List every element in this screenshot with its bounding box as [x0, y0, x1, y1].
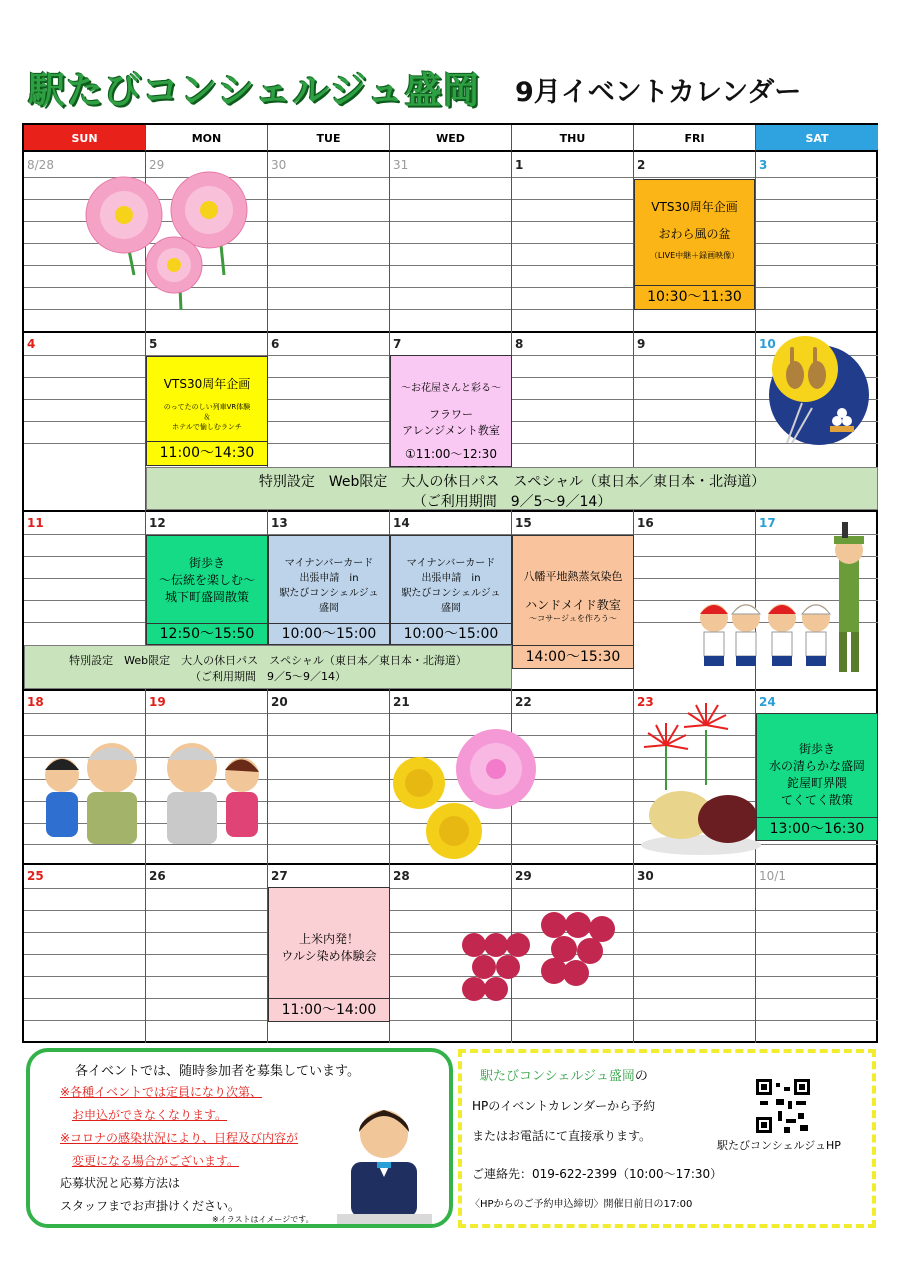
day-number: 11 [27, 516, 44, 530]
event-flower-line3: アレンジメント教室 [402, 424, 500, 437]
day-number: 17 [759, 516, 776, 530]
event-dye-15-line3: 〜コサージュを作ろう〜 [529, 614, 617, 623]
day-number: 15 [515, 516, 532, 530]
day-number: 13 [271, 516, 288, 530]
moon-rabbit-illustration [767, 333, 873, 445]
notice-line4: ※コロナの感染状況により、日程及び内容が [60, 1131, 299, 1145]
event-mynumber-14-line3: 駅たびコンシェルジュ [401, 588, 501, 599]
day-number: 4 [27, 337, 36, 351]
day-number: 23 [637, 695, 654, 709]
day-number: 25 [27, 869, 44, 883]
event-walk-24-line4: てくてく散策 [780, 793, 853, 807]
promo-band-week3-line2: （ご利用期間 9／5〜9／14） [190, 670, 346, 683]
header-sun: SUN [24, 125, 146, 152]
event-vr-line2: のってたのしい列車VR体験 [163, 403, 251, 411]
event-walk-12-time: 12:50〜15:50 [147, 623, 267, 644]
event-mynumber-14-line2: 出張申請 in [421, 573, 481, 584]
event-owara-line2: おわら風の盆 [658, 227, 731, 241]
event-walk-24-line2: 水の清らかな盛岡 [768, 759, 865, 773]
promo-band-week2-line2: （ご利用期間 9／5〜9／14） [412, 494, 612, 510]
header-mon: MON [146, 125, 268, 152]
event-walk-24-line3: 鉈屋町界隈 [786, 776, 847, 790]
event-walk-12[interactable] [146, 535, 268, 645]
info-deadline: 〈HPからのご予約申込締切〉開催日前日の17:00 [470, 1199, 693, 1210]
event-mynumber-14-line1: マイナンバーカード [406, 558, 496, 569]
event-vr-line1: VTS30周年企画 [163, 377, 251, 391]
event-walk-12-line1: 街歩き [188, 556, 225, 570]
event-vr-line4: ホテルで愉しむランチ [172, 423, 242, 431]
day-number: 8 [515, 337, 524, 351]
event-dye-15-time: 14:00〜15:30 [513, 645, 633, 668]
event-owara-time: 10:30〜11:30 [635, 285, 754, 309]
day-number: 7 [393, 337, 402, 351]
spider-lily-ohagi-illustration [636, 695, 776, 860]
day-number: 2 [637, 158, 646, 172]
day-number: 31 [393, 158, 409, 172]
info-line2: HPのイベントカレンダーから予約 [472, 1099, 656, 1113]
notice-line1: 各イベントでは、随時参加者を募集しています。 [75, 1064, 360, 1079]
header-wed: WED [390, 125, 512, 152]
day-number: 16 [637, 516, 654, 530]
event-urushi-line2: ウルシ染め体験会 [281, 949, 377, 963]
notice-line5: 変更になる場合がございます。 [72, 1154, 240, 1168]
event-vr-time: 11:00〜14:30 [147, 441, 267, 465]
notice-line6: 応募状況と応募方法は [60, 1176, 181, 1190]
info-contact: ご連絡先：019-622-2399（10:00〜17:30） [472, 1167, 723, 1181]
event-owara[interactable] [634, 179, 755, 310]
info-line3: またはお電話にて直接承ります。 [472, 1129, 652, 1143]
day-number: 18 [27, 695, 44, 709]
day-number: 10/1 [759, 869, 786, 883]
day-number: 5 [149, 337, 158, 351]
day-number: 24 [759, 695, 776, 709]
event-mynumber-13[interactable] [268, 535, 390, 645]
event-walk-12-line3: 城下町盛岡散策 [164, 590, 249, 604]
event-dye-15-line1: 八幡平地熱蒸気染色 [523, 570, 623, 583]
grandparents-illustration [32, 730, 262, 850]
day-number: 14 [393, 516, 410, 530]
sports-day-illustration [684, 520, 878, 688]
qr-code-icon[interactable] [756, 1079, 810, 1133]
event-vr[interactable] [146, 356, 268, 466]
day-number: 22 [515, 695, 532, 709]
day-number: 29 [515, 869, 532, 883]
staff-illustration [337, 1102, 432, 1224]
day-number: 21 [393, 695, 410, 709]
event-mynumber-13-line1: マイナンバーカード [284, 558, 374, 569]
calendar-subtitle: 9月イベントカレンダー [515, 77, 802, 108]
event-dye-15-line2: ハンドメイド教室 [525, 598, 621, 612]
day-number: 27 [271, 869, 288, 883]
day-number: 8/28 [27, 158, 54, 172]
info-brand-suffix: の [634, 1069, 648, 1084]
event-dye-15[interactable] [512, 535, 634, 669]
notice-line2: ※各種イベントでは定員になり次第、 [60, 1085, 263, 1099]
event-mynumber-13-line3: 駅たびコンシェルジュ [279, 588, 379, 599]
event-mynumber-14-line4: 盛岡 [441, 603, 461, 614]
event-owara-line1: VTS30周年企画 [651, 200, 738, 214]
event-flower-line4: ①11:00〜12:30 [405, 447, 497, 461]
day-number: 30 [637, 869, 654, 883]
day-number: 6 [271, 337, 280, 351]
calendar-grid [22, 123, 878, 1043]
day-number: 3 [759, 158, 768, 172]
notice-line7: スタッフまでお声掛けください。 [60, 1199, 241, 1213]
event-urushi[interactable] [268, 887, 390, 1022]
header-tue: TUE [268, 125, 390, 152]
chrysanthemum-illustration [389, 725, 539, 865]
day-number: 1 [515, 158, 524, 172]
day-number: 12 [149, 516, 166, 530]
header-thu: THU [512, 125, 634, 152]
event-vr-line3: ＆ [203, 413, 211, 421]
day-number: 20 [271, 695, 288, 709]
event-urushi-line1: 上米内発！ [298, 932, 359, 946]
event-mynumber-13-line2: 出張申請 in [299, 573, 359, 584]
event-flower-line2: フラワー [429, 408, 473, 421]
illustration-note: ※イラストはイメージです。 [212, 1215, 314, 1224]
event-owara-line3: （LIVE中継＋録画映像） [649, 251, 740, 260]
notice-line3: お申込ができなくなります。 [72, 1108, 228, 1122]
day-number: 29 [149, 158, 165, 172]
day-number: 30 [271, 158, 287, 172]
promo-band-week2 [146, 467, 878, 510]
promo-band-week2-line1: 特別設定 Web限定 大人の休日パス スペシャル（東日本／東日本・北海道） [258, 474, 766, 490]
info-brand: 駅たびコンシェルジュ盛岡 [480, 1069, 635, 1084]
day-number: 19 [149, 695, 166, 709]
promo-band-week3-line1: 特別設定 Web限定 大人の休日パス スペシャル（東日本／東日本・北海道） [69, 654, 467, 667]
event-mynumber-13-line4: 盛岡 [319, 603, 339, 614]
event-urushi-time: 11:00〜14:00 [269, 998, 389, 1021]
cosmos-flower-illustration [79, 165, 259, 315]
event-walk-24-time: 13:00〜16:30 [757, 817, 877, 840]
event-walk-12-line2: 〜伝統を楽しむ〜 [158, 573, 255, 587]
header-sat: SAT [756, 125, 878, 152]
event-walk-24[interactable] [756, 713, 878, 841]
event-mynumber-14[interactable] [390, 535, 512, 645]
event-flower-line1: 〜お花屋さんと彩る〜 [401, 383, 501, 394]
event-walk-24-line1: 街歩き [798, 742, 835, 756]
day-number: 9 [637, 337, 646, 351]
day-number: 26 [149, 869, 166, 883]
header-fri: FRI [634, 125, 756, 152]
page-title: 駅たびコンシェルジュ盛岡 [28, 69, 481, 112]
reservation-info [458, 1049, 876, 1228]
day-number: 28 [393, 869, 410, 883]
event-flower[interactable] [390, 355, 512, 467]
day-number: 10 [759, 337, 776, 351]
participation-notice [26, 1048, 453, 1228]
qr-label: 駅たびコンシェルジュHP [717, 1139, 841, 1152]
event-mynumber-14-time: 10:00〜15:00 [391, 623, 511, 644]
grape-illustration [454, 905, 624, 1025]
event-mynumber-13-time: 10:00〜15:00 [269, 623, 389, 644]
promo-band-week3 [24, 645, 512, 689]
